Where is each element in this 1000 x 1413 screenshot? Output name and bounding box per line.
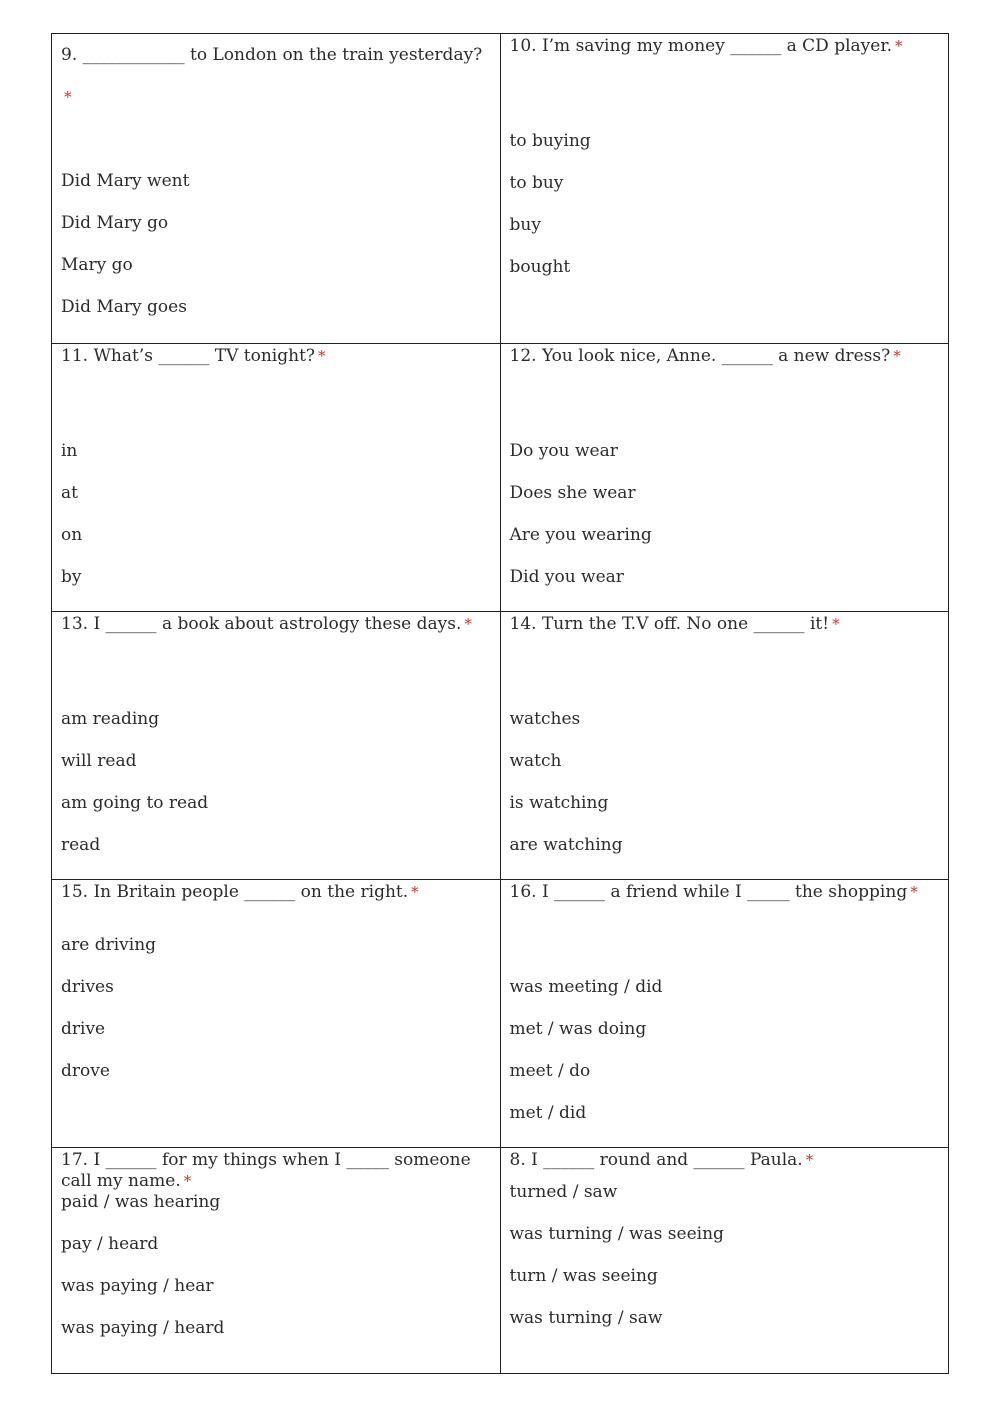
- question-text: 9. ____________ to London on the train yesterday?*: [61, 45, 483, 106]
- option-q15-3[interactable]: drive: [61, 1019, 106, 1039]
- required-marker: *: [805, 1151, 814, 1169]
- required-marker: *: [183, 1172, 192, 1190]
- options-list: [61, 1181, 491, 1349]
- options-list: [510, 698, 940, 866]
- required-marker: *: [318, 347, 326, 365]
- option-q10-2[interactable]: to buy: [509, 173, 564, 193]
- option-q12-4[interactable]: Did you wear: [509, 567, 624, 587]
- options-list: [61, 924, 491, 1092]
- option-q16-2[interactable]: met / was doing: [509, 1019, 647, 1039]
- required-marker: *: [64, 88, 72, 106]
- option-q13-4[interactable]: read: [61, 835, 101, 855]
- option-q17-3[interactable]: was paying / hear: [61, 1276, 214, 1296]
- question-text: 16. I ______ a friend while I _____ the shopping *: [509, 882, 918, 902]
- option-q13-3[interactable]: am going to read: [61, 793, 209, 813]
- question-card-17: [52, 1148, 501, 1374]
- question-text: 15. In Britain people ______ on the right. *: [61, 882, 419, 902]
- question-text: 12. You look nice, Anne. ______ a new dress? *: [509, 346, 901, 366]
- question-card-8: [500, 1148, 949, 1374]
- option-q11-2[interactable]: at: [61, 483, 78, 503]
- required-marker: *: [411, 883, 419, 901]
- option-q12-2[interactable]: Does she wear: [509, 483, 636, 503]
- option-q8-3[interactable]: turn / was seeing: [509, 1266, 658, 1286]
- option-q16-3[interactable]: meet / do: [509, 1061, 591, 1081]
- option-q15-2[interactable]: drives: [61, 977, 114, 997]
- option-q8-2[interactable]: was turning / was seeing: [509, 1224, 724, 1244]
- option-q8-1[interactable]: turned / saw: [509, 1182, 618, 1202]
- required-marker: *: [893, 347, 901, 365]
- option-q11-3[interactable]: on: [61, 525, 83, 545]
- option-q13-2[interactable]: will read: [61, 751, 137, 771]
- option-q15-1[interactable]: are driving: [61, 935, 157, 955]
- options-list: [510, 120, 940, 288]
- option-q14-4[interactable]: are watching: [509, 835, 623, 855]
- option-q14-1[interactable]: watches: [509, 709, 581, 729]
- quiz-table: [51, 33, 949, 1374]
- required-marker: *: [832, 615, 840, 633]
- option-q16-1[interactable]: was meeting / did: [509, 977, 663, 997]
- question-card-14: [500, 612, 949, 880]
- options-list: [61, 430, 491, 598]
- required-marker: *: [464, 615, 472, 633]
- option-q9-3[interactable]: Mary go: [61, 255, 133, 275]
- option-q9-1[interactable]: Did Mary went: [61, 171, 190, 191]
- option-q10-1[interactable]: to buying: [509, 131, 591, 151]
- question-card-11: [52, 344, 501, 612]
- question-card-12: [500, 344, 949, 612]
- question-text: 17. I ______ for my things when I _____ someone call my name. *: [61, 1150, 471, 1191]
- options-list: [510, 966, 940, 1134]
- option-q15-4[interactable]: drove: [61, 1061, 110, 1081]
- option-q17-2[interactable]: pay / heard: [61, 1234, 159, 1254]
- option-q14-3[interactable]: is watching: [509, 793, 609, 813]
- question-card-16: [500, 880, 949, 1148]
- option-q16-4[interactable]: met / did: [509, 1103, 587, 1123]
- question-text: 13. I ______ a book about astrology these days. *: [61, 614, 472, 634]
- required-marker: *: [910, 883, 918, 901]
- option-q17-4[interactable]: was paying / heard: [61, 1318, 225, 1338]
- options-list: [510, 430, 940, 598]
- option-q14-2[interactable]: watch: [509, 751, 562, 771]
- question-card-13: [52, 612, 501, 880]
- required-marker: *: [894, 37, 903, 55]
- option-q12-3[interactable]: Are you wearing: [509, 525, 652, 545]
- question-card-10: [500, 34, 949, 344]
- option-q9-2[interactable]: Did Mary go: [61, 213, 169, 233]
- question-card-9: [52, 34, 501, 344]
- question-text: 8. I ______ round and ______ Paula. *: [509, 1150, 814, 1170]
- options-list: [510, 1171, 940, 1339]
- option-q12-1[interactable]: Do you wear: [509, 441, 618, 461]
- question-text: 14. Turn the T.V off. No one ______ it! *: [509, 614, 840, 634]
- option-q13-1[interactable]: am reading: [61, 709, 160, 729]
- option-q11-4[interactable]: by: [61, 567, 82, 587]
- question-card-15: [52, 880, 501, 1148]
- option-q17-1[interactable]: paid / was hearing: [61, 1192, 221, 1212]
- options-list: [61, 698, 491, 866]
- option-q10-3[interactable]: buy: [509, 215, 541, 235]
- option-q11-1[interactable]: in: [61, 441, 78, 461]
- option-q8-4[interactable]: was turning / saw: [509, 1308, 663, 1328]
- option-q9-4[interactable]: Did Mary goes: [61, 297, 187, 317]
- question-text: 10. I’m saving my money ______ a CD player. *: [509, 36, 903, 56]
- question-text: 11. What’s ______ TV tonight? *: [61, 346, 326, 366]
- option-q10-4[interactable]: bought: [509, 257, 571, 277]
- options-list: [61, 160, 491, 328]
